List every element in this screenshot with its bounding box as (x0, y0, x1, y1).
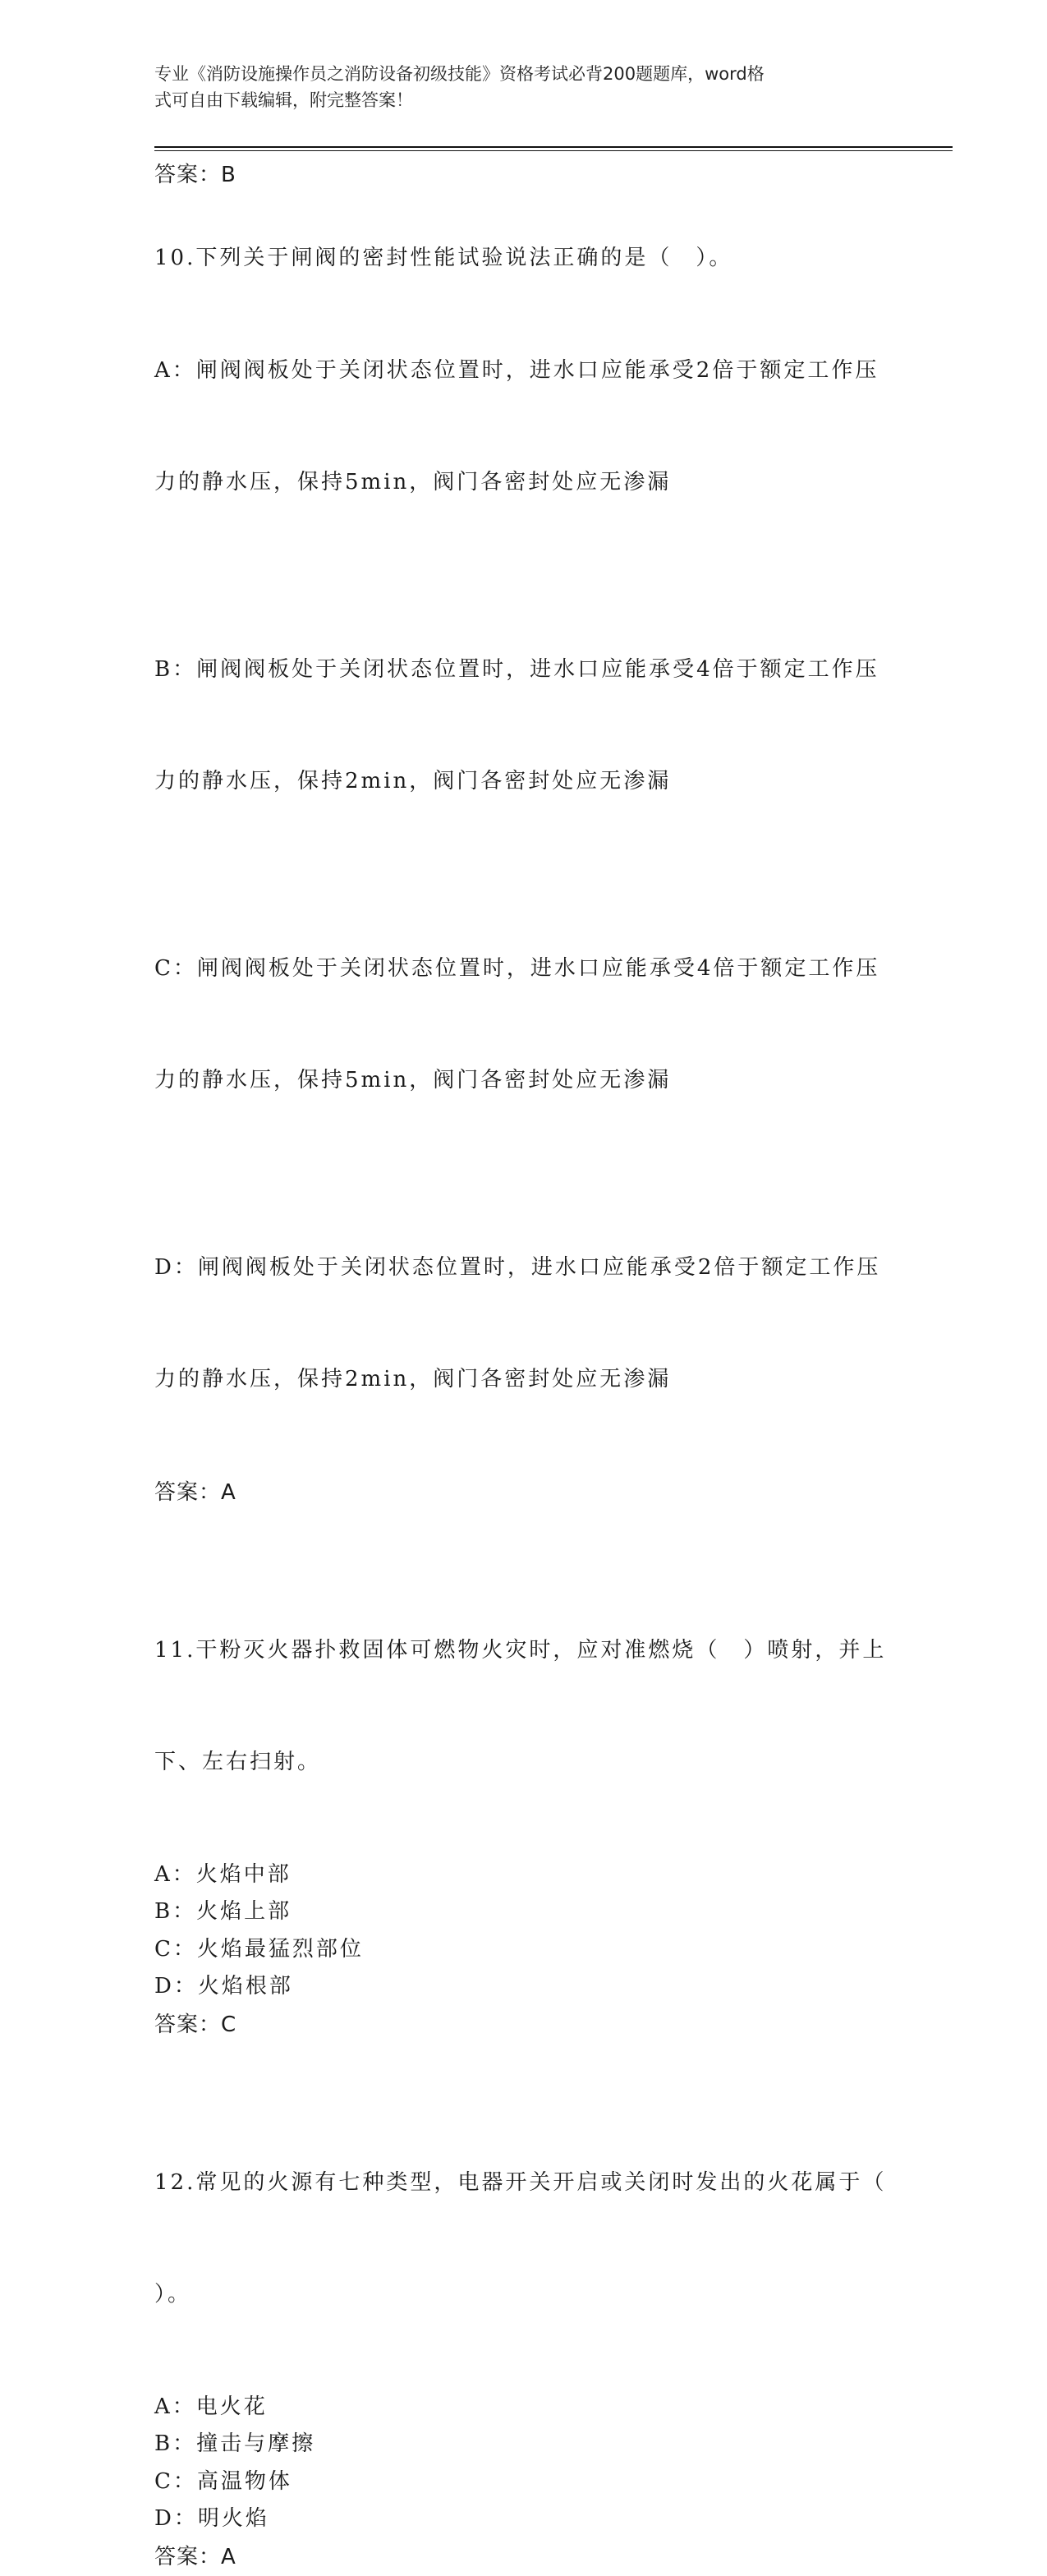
question-11-option-a: A：火焰中部 (154, 1861, 292, 1887)
question-11-option-c: C：火焰最猛烈部位 (154, 1936, 364, 1962)
question-10-option-d: D：闸阀阀板处于关闭状态位置时，进水口应能承受2倍于额定工作压 力的静水压，保持2min，阀门各密封处应无渗漏 (154, 1254, 881, 1392)
question-11 (154, 1557, 893, 2044)
question-10-option-c: C：闸阀阀板处于关闭状态位置时，进水口应能承受4倍于额定工作压 力的静水压，保持5min，阀门各密封处应无渗漏 (154, 955, 880, 1092)
question-10-answer: 答案：A (154, 1479, 236, 1505)
question-11-option-b: B：火焰上部 (154, 1899, 292, 1924)
question-11-answer: 答案：C (154, 2012, 237, 2037)
question-12-option-a: A：电火花 (154, 2394, 268, 2419)
question-10-stem: 10.下列关于闸阀的密封性能试验说法正确的是（ ）。 (154, 246, 733, 270)
question-10 (154, 240, 893, 1511)
previous-question-answer: 答案：B (154, 163, 236, 187)
question-12-stem: 12.常见的火源有七种类型，电器开关开启或关闭时发出的火花属于（ ）。 (154, 2169, 887, 2307)
question-11-stem: 11.干粉灭火器扑救固体可燃物火灾时，应对准燃烧（ ）喷射，并上 下、左右扫射。 (154, 1637, 887, 1774)
question-12 (154, 2090, 893, 2576)
question-12-option-c: C：高温物体 (154, 2468, 292, 2494)
question-12-answer: 答案：A (154, 2544, 236, 2569)
question-11-option-d: D：火焰根部 (154, 1974, 293, 1999)
document-header (154, 61, 877, 113)
header-divider-thin (154, 150, 953, 151)
question-12-option-d: D：明火焰 (154, 2506, 269, 2531)
header-divider-thick (154, 146, 953, 148)
question-12-option-b: B：撞击与摩擦 (154, 2431, 316, 2456)
question-10-option-b: B：闸阀阀板处于关闭状态位置时，进水口应能承受4倍于额定工作压 力的静水压，保持2min，阀门各密封处应无渗漏 (154, 656, 879, 794)
question-list (154, 156, 893, 2576)
header-title-line-2: 式可自由下载编辑，附完整答案！ (154, 90, 413, 110)
question-10-option-a: A：闸阀阀板处于关闭状态位置时，进水口应能承受2倍于额定工作压 力的静水压，保持5min，阀门各密封处应无渗漏 (154, 357, 879, 494)
header-title-line-1: 专业《消防设施操作员之消防设备初级技能》资格考试必背200题题库，word格 (154, 64, 765, 84)
